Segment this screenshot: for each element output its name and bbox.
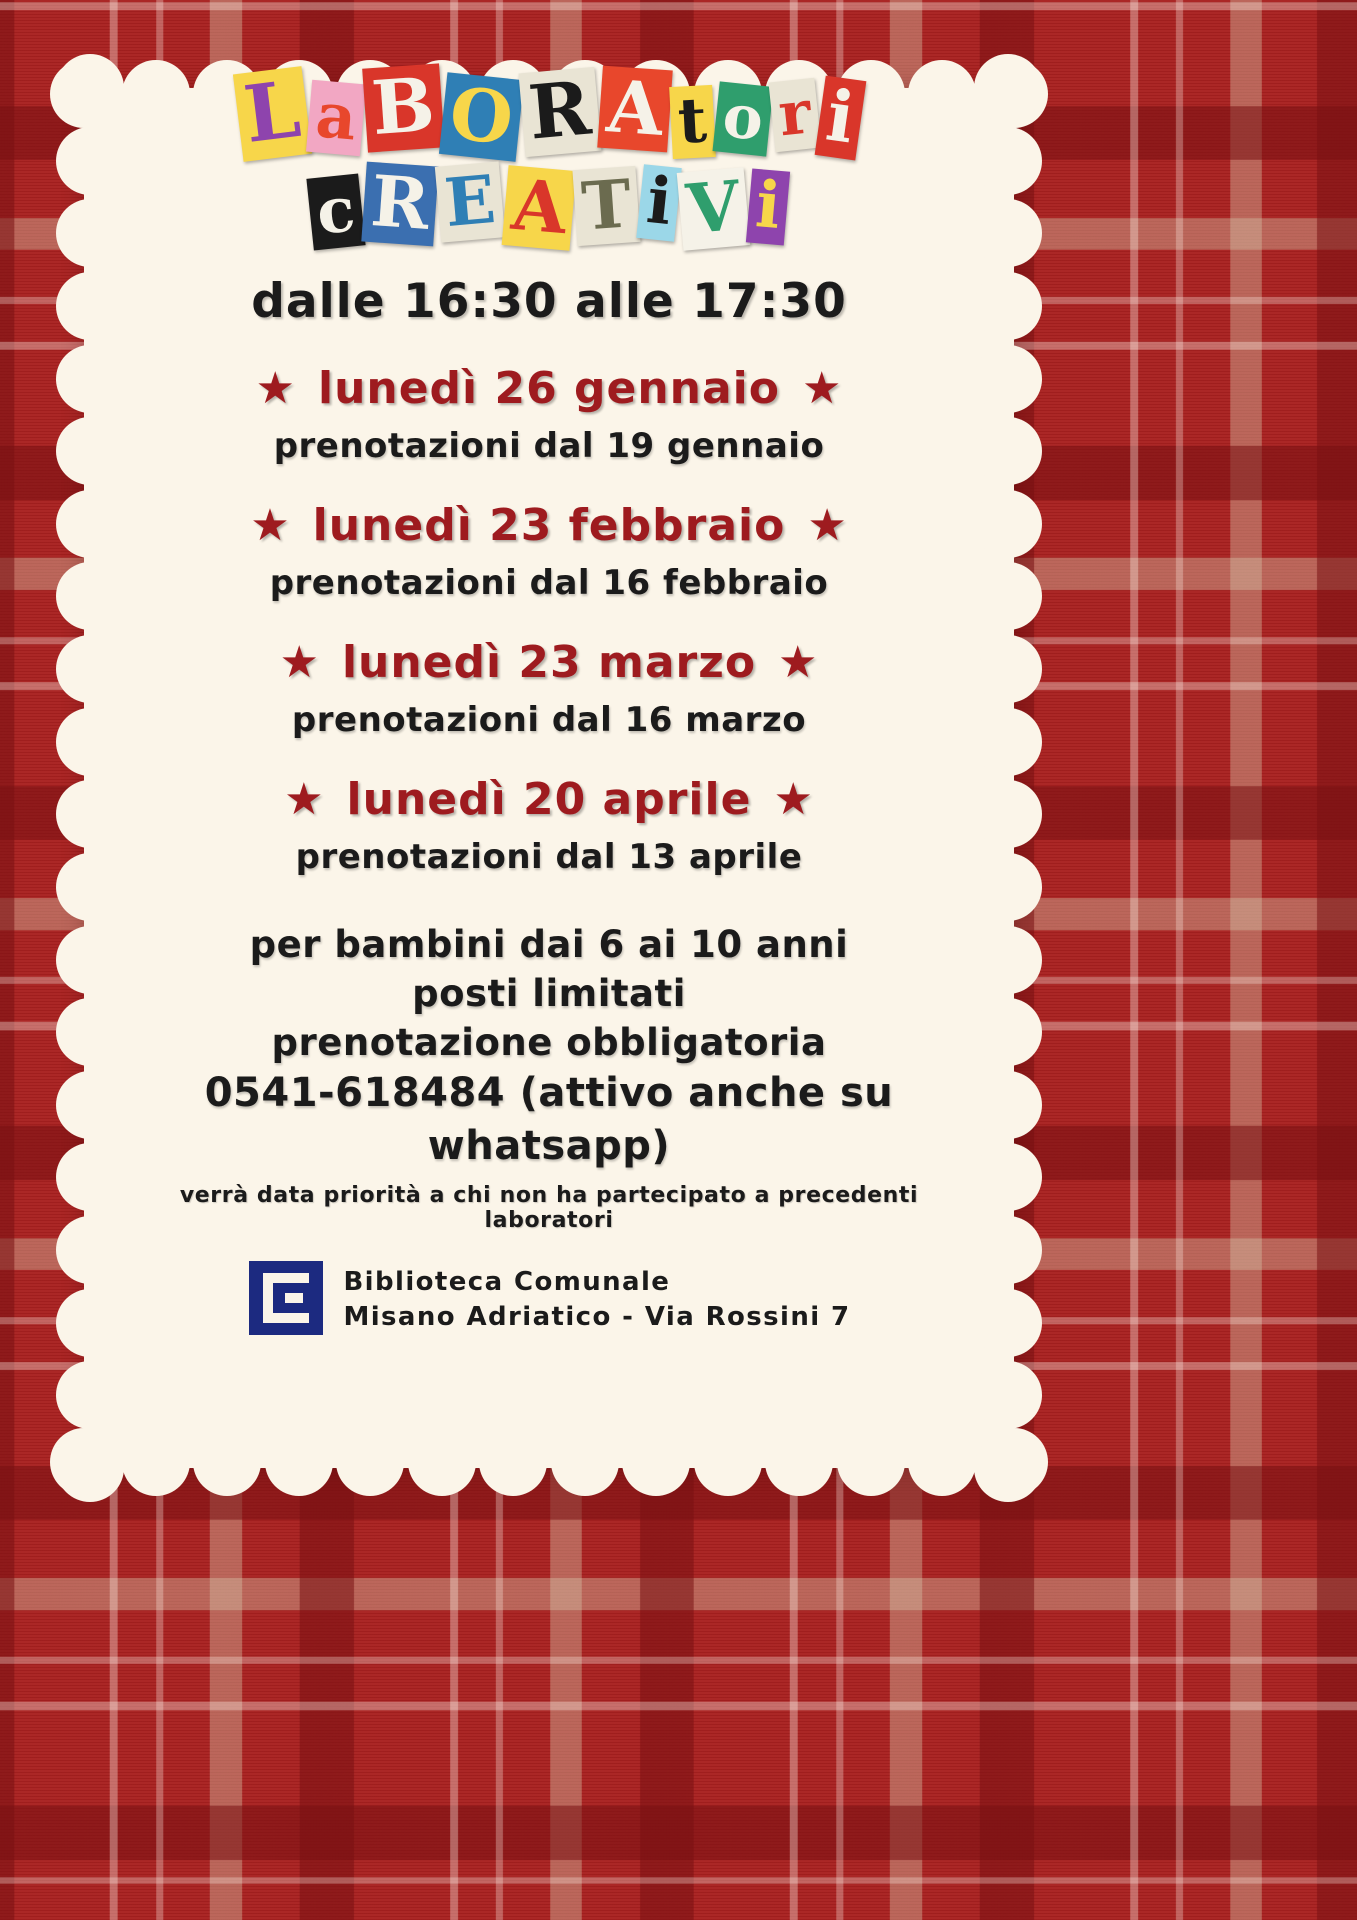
paper-panel <box>84 61 1014 1468</box>
session-item <box>124 500 974 603</box>
session-booking: prenotazioni dal 16 febbraio <box>269 563 829 603</box>
info-line: per bambini dai 6 ai 10 anni <box>249 923 849 966</box>
session-date-row <box>124 774 974 825</box>
title-letter: E <box>435 161 506 242</box>
poster-content <box>84 61 1014 1468</box>
title-letter: o <box>713 81 774 156</box>
title-letter: L <box>233 66 312 162</box>
title-letter: R <box>362 162 440 247</box>
session-list <box>124 363 974 877</box>
footer-line-1: Biblioteca Comunale <box>343 1266 671 1297</box>
star-icon: ★ <box>255 362 296 414</box>
library-logo-icon <box>247 1259 325 1341</box>
poster-title-line-2 <box>124 159 974 251</box>
title-letter: T <box>572 166 640 246</box>
session-booking: prenotazioni dal 16 marzo <box>291 700 807 740</box>
session-date: lunedì 23 marzo <box>341 637 757 688</box>
star-icon: ★ <box>802 362 843 414</box>
session-item <box>124 637 974 740</box>
priority-note: verrà data priorità a chi non ha partecipato a precedenti laboratori <box>179 1183 919 1234</box>
session-date-row <box>124 363 974 414</box>
star-icon: ★ <box>279 636 320 688</box>
session-item <box>124 774 974 877</box>
phone-number: 0541-618484 (attivo anche su whatsapp) <box>204 1070 894 1170</box>
session-date: lunedì 26 gennaio <box>317 363 780 414</box>
session-date-row <box>124 500 974 551</box>
title-letter: A <box>597 66 672 153</box>
info-line: prenotazione obbligatoria <box>271 1020 827 1064</box>
star-icon: ★ <box>773 773 814 825</box>
session-date: lunedì 20 aprile <box>346 774 752 825</box>
title-letter: t <box>670 85 716 159</box>
title-letter: A <box>501 165 576 251</box>
star-icon: ★ <box>284 773 325 825</box>
session-booking: prenotazioni dal 19 gennaio <box>273 426 825 466</box>
title-letter: O <box>439 72 524 162</box>
footer <box>124 1259 974 1341</box>
footer-line-2: Misano Adriatico - Via Rossini 7 <box>343 1302 851 1333</box>
info-block <box>124 921 974 1233</box>
session-booking: prenotazioni dal 13 aprile <box>295 837 803 877</box>
info-line: posti limitati <box>412 971 686 1015</box>
title-letter: V <box>677 167 750 251</box>
footer-text <box>343 1265 850 1335</box>
title-letter: r <box>769 78 822 152</box>
title-letter: a <box>306 80 366 156</box>
star-icon: ★ <box>778 636 819 688</box>
star-icon: ★ <box>250 499 291 551</box>
title-letter: c <box>307 173 366 250</box>
title-letter: i <box>814 76 865 161</box>
star-icon: ★ <box>807 499 848 551</box>
session-date-row <box>124 637 974 688</box>
poster-title-line-1 <box>124 61 974 162</box>
session-item <box>124 363 974 466</box>
event-hours: dalle 16:30 alle 17:30 <box>251 274 847 329</box>
session-date: lunedì 23 febbraio <box>312 500 786 551</box>
title-letter: i <box>636 164 682 242</box>
title-letter: B <box>362 63 444 152</box>
title-letter: R <box>518 67 601 157</box>
title-letter: i <box>746 168 791 245</box>
